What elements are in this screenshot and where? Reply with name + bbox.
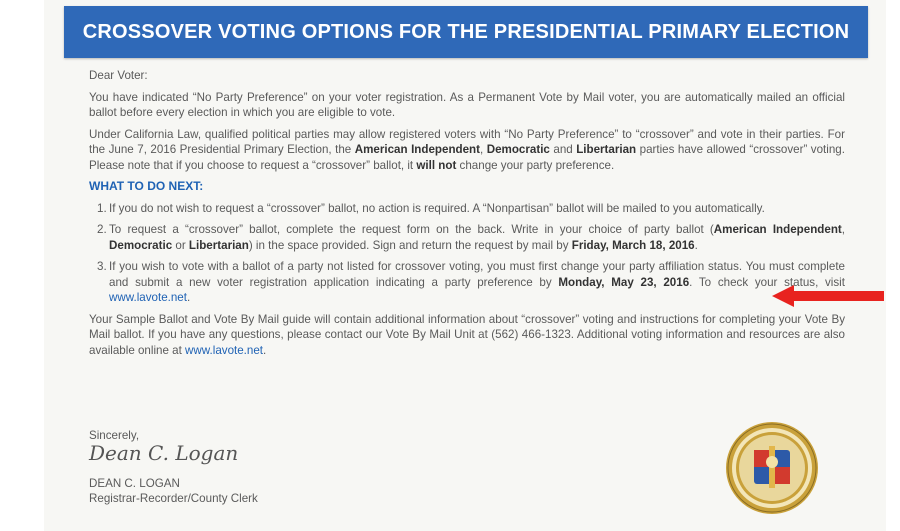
paragraph-registration: You have indicated “No Party Preference” on your voter registration. As a Permanent Vote by Mail voter, you are automatically mailed an official ballot before every election in which you are eligible to vote. — [89, 90, 845, 119]
letter-body — [89, 68, 845, 364]
greeting: Dear Voter: — [89, 69, 148, 82]
closing: Sincerely, — [89, 429, 140, 442]
page-title — [64, 6, 868, 58]
list-item: 1. If you do not wish to request a “crossover” ballot, no action is required. A “Nonpartisan” ballot will be mailed to you automatically. — [97, 201, 765, 215]
list-item: 2. To request a “crossover” ballot, complete the request form on the back. Write in your choice of party ballot (American Independent, Democratic or Libertarian) in the space provided. Sign and return the request by mail by Friday, March 18, 2016. — [97, 223, 845, 252]
list-item: 3. If you wish to vote with a ballot of a party not listed for crossover voting, you must first change your party affiliation status. You must complete and submit a new voter registration application indicating a party preference by Monday, May 23, 2016. To check your status, visit www.lavote.net. — [97, 260, 845, 304]
county-seal-icon — [724, 420, 820, 516]
signer-name: DEAN C. LOGAN — [89, 476, 180, 490]
signer-title: Registrar-Recorder/County Clerk — [89, 492, 258, 505]
what-to-do-heading: WHAT TO DO NEXT: — [89, 179, 204, 193]
banner-title: CROSSOVER VOTING OPTIONS FOR THE PRESIDENTIAL PRIMARY ELECTION — [82, 20, 850, 43]
paragraph-california-law: Under California Law, qualified political parties may allow registered voters with “No Party Preference” to “crossover” and vote in their parties. For the June 7, 2016 Presidential Primary Election, the American Independent, Democratic and Libertarian parties have allowed “crossover” voting. Please note that if you choose to request a “crossover” ballot, it will not change your party preference. — [89, 127, 845, 172]
deadline-date: Friday, March 18, 2016 — [571, 238, 695, 252]
handwritten-signature: Dean C. Logan — [89, 440, 239, 465]
steps-list — [89, 201, 845, 306]
signature-block — [89, 428, 258, 507]
lavote-link[interactable]: www.lavote.net — [185, 343, 264, 357]
paragraph-more-info: Your Sample Ballot and Vote By Mail guide will contain additional information about “crossover” voting and instructions for completing your Vote By Mail ballot. If you have any questions, please contact our Vote By Mail Unit at (562) 466-1323. Additional voting information and resources are also available online at www.lavote.net. — [89, 312, 845, 357]
lavote-link[interactable]: www.lavote.net — [109, 291, 187, 304]
arrow-left-icon — [772, 285, 884, 307]
